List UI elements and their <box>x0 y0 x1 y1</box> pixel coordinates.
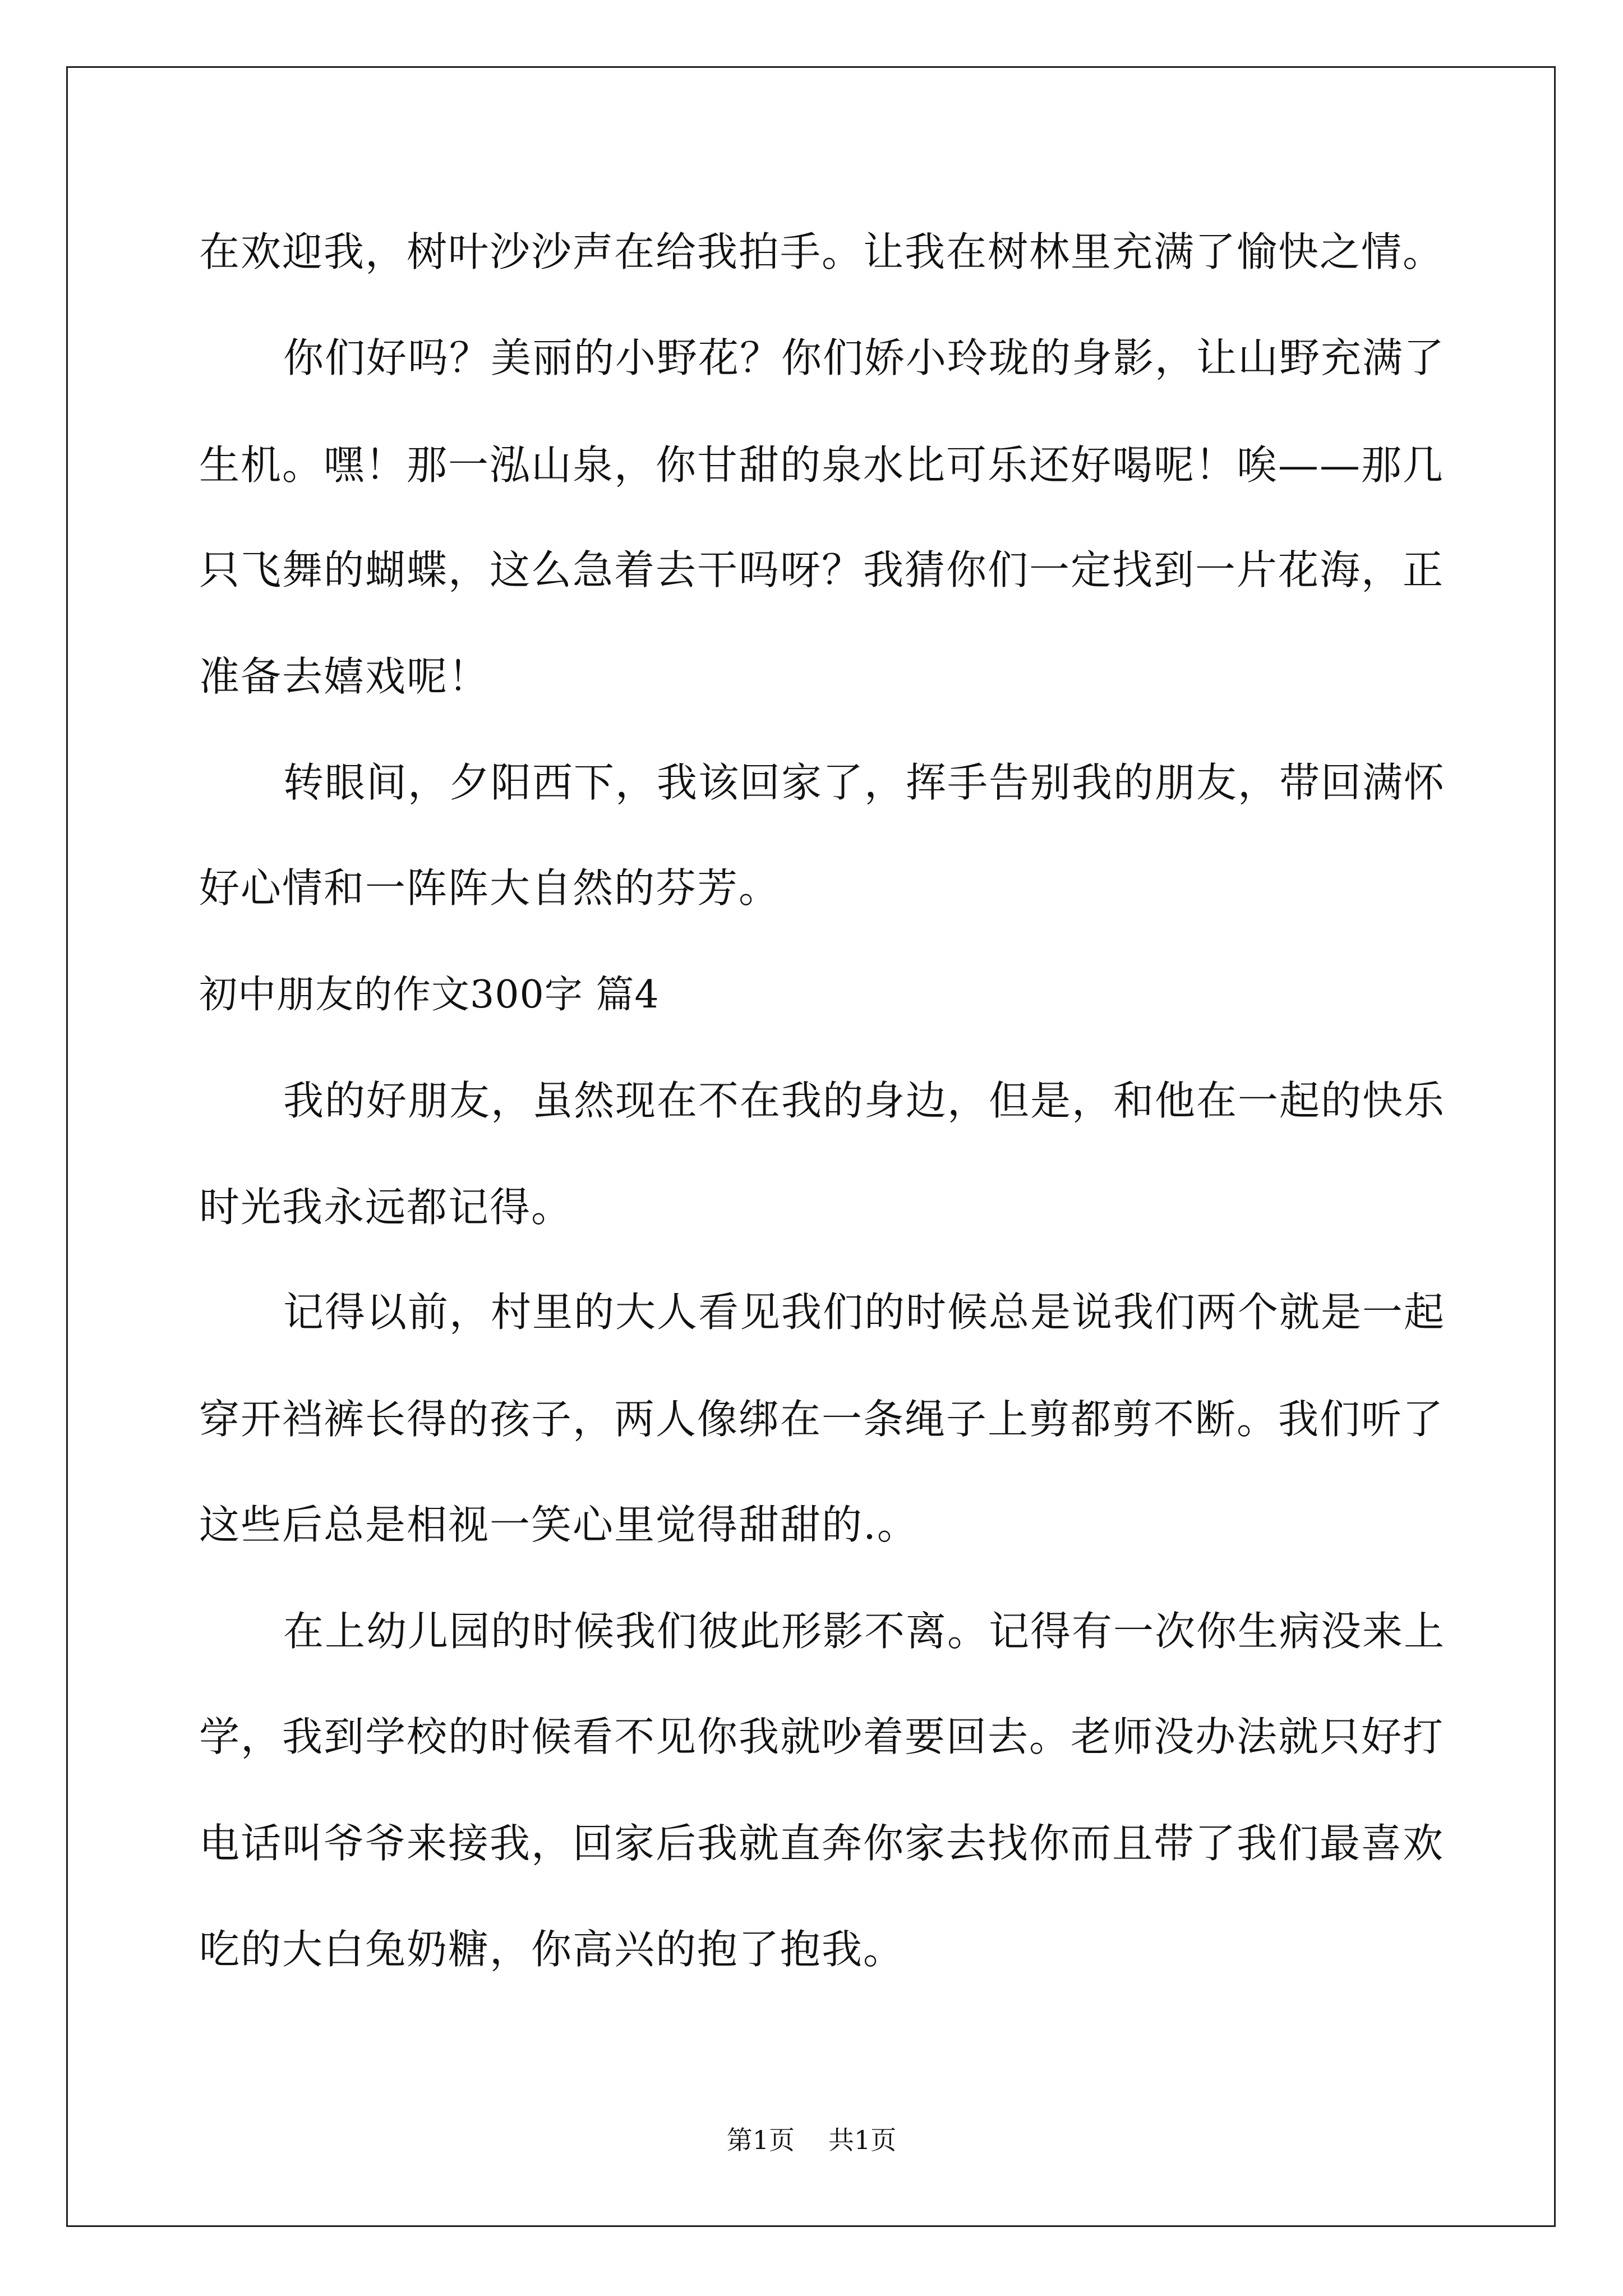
text-line: 学，我到学校的时候看不见你我就吵着要回去。老师没办法就只好打 <box>199 1713 1445 1760</box>
text-line: 转眼间，夕阳西下，我该回家了，挥手告别我的朋友，带回满怀 <box>283 759 1446 806</box>
page-footer <box>0 2123 1623 2157</box>
text-line: 这些后总是相视一笑心里觉得甜甜的.。 <box>199 1501 919 1548</box>
text-line: 吃的大白兔奶糖，你高兴的抱了抱我。 <box>199 1926 905 1973</box>
text-line: 准备去嬉戏呢！ <box>199 653 490 700</box>
text-line: 只飞舞的蝴蝶，这么急着去干吗呀？我猜你们一定找到一片花海，正 <box>199 546 1445 593</box>
page-total: 共1页 <box>828 2125 897 2155</box>
text-line: 好心情和一阵阵大自然的芬芳。 <box>199 864 781 912</box>
section-heading: 初中朋友的作文300字 篇4 <box>199 973 660 1017</box>
text-line: 时光我永远都记得。 <box>199 1184 573 1231</box>
page-number: 第1页 <box>726 2125 795 2155</box>
page-frame <box>66 66 1556 2227</box>
text-line: 穿开裆裤长得的孩子，两人像绑在一条绳子上剪都剪不断。我们听了 <box>199 1396 1445 1443</box>
text-line: 在欢迎我，树叶沙沙声在给我拍手。让我在树林里充满了愉快之情。 <box>199 228 1445 275</box>
text-line: 在上幼儿园的时候我们彼此形影不离。记得有一次你生病没来上 <box>283 1608 1446 1655</box>
text-line: 记得以前，村里的大人看见我们的时候总是说我们两个就是一起 <box>283 1289 1446 1336</box>
text-line: 你们好吗？美丽的小野花？你们娇小玲珑的身影，让山野充满了 <box>283 334 1446 381</box>
text-line: 我的好朋友，虽然现在不在我的身边，但是，和他在一起的快乐 <box>283 1077 1446 1124</box>
text-line: 电话叫爷爷来接我，回家后我就直奔你家去找你而且带了我们最喜欢 <box>199 1820 1445 1867</box>
text-line: 生机。嘿！那一泓山泉，你甘甜的泉水比可乐还好喝呢！唉——那几 <box>199 441 1445 489</box>
